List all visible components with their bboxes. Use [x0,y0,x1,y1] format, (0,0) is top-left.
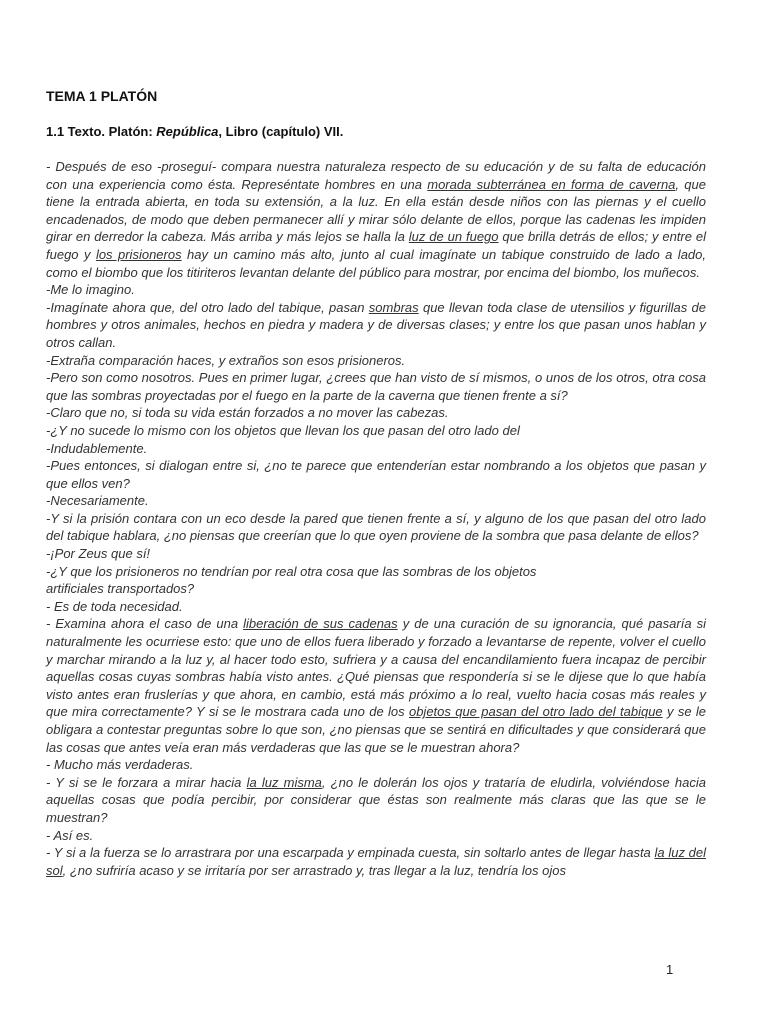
dialogue-paragraph [46,598,706,616]
section-heading-prefix: 1.1 Texto. Platón: [46,124,157,139]
text-run: -Extraña comparación haces, y extraños son esos prisioneros. [46,352,406,368]
dialogue-paragraph [46,827,706,845]
text-run: - Después de eso -proseguí- compara nuestra naturaleza respecto de su educación y de su falta de educación con una experiencia como ésta. Represéntate hombres en una [46,159,706,192]
section-heading-suffix: , Libro (capítulo) VII. [218,124,344,139]
text-run: -Pues entonces, si dialogan entre si, ¿no te parece que entenderían estar nombrando a los objetos que pasan y que ellos ven? [46,458,706,491]
dialogue-paragraph [46,563,706,581]
text-run: -Claro que no, si toda su vida están forzados a no mover las cabezas. [46,405,449,421]
text-run: -Me lo imagino. [46,282,135,298]
dialogue-text [46,158,706,879]
underlined-phrase: la luz del sol [46,845,706,878]
underlined-phrase: los prisioneros [95,246,182,262]
underlined-phrase: la luz misma [246,774,322,790]
text-run: -¡Por Zeus que sí! [46,546,151,562]
underlined-phrase: sombras [368,299,419,315]
underlined-phrase: objetos que pasan del otro lado del tabique [408,704,663,720]
dialogue-paragraph [46,422,706,440]
text-run: -¿Y no sucede lo mismo con los objetos que llevan los que pasan del otro lado del [46,422,520,438]
dialogue-paragraph [46,774,706,827]
dialogue-paragraph [46,299,706,352]
work-title: República [156,124,219,139]
text-run: - Y si a la fuerza se lo arrastrara por una escarpada y empinada cuesta, sin soltarlo antes de llegar hasta [46,845,655,861]
underlined-phrase: liberación de sus cadenas [243,616,398,632]
dialogue-paragraph [46,369,706,404]
document-title: TEMA 1 PLATÓN [46,88,158,104]
dialogue-paragraph [46,545,706,563]
text-run: hay un camino más alto, junto al cual imagínate un tabique construido de lado a lado, como el biombo que los titiriteros levantan delante del público para mostrar, por encima del biombo, los muñecos. [46,246,706,280]
underlined-phrase: luz de un fuego [408,229,499,245]
text-run: -Imagínate ahora que, del otro lado del tabique, pasan [46,299,369,315]
dialogue-paragraph [46,158,706,281]
text-run: - Es de toda necesidad. [46,598,183,614]
dialogue-paragraph [46,440,706,458]
dialogue-paragraph [46,457,706,492]
dialogue-paragraph [46,281,706,299]
text-run: -Pero son como nosotros. Pues en primer lugar, ¿crees que han visto de sí mismos, o unos de los otros, otra cosa que las sombras proyectadas por el fuego en la parte de la caverna que tienen frente a sí? [46,370,706,403]
dialogue-paragraph [46,352,706,370]
text-run: -Necesariamente. [46,493,149,509]
text-run: y se le obligara a contestar preguntas sobre lo que son, ¿no piensas que se sentirá en dificultades y que considerará que las cosas que antes veía eran más verdaderas que las que se le muestran ahora? [46,704,707,755]
text-run: -Y si la prisión contara con un eco desde la pared que tienen frente a sí, y alguno de los que pasan del otro lado del tabique hablara, ¿no piensas que creerían que lo que oyen proviene de la sombra que pasa delante de ellos? [46,510,706,544]
text-run: - Examina ahora el caso de una [46,616,244,632]
text-run: - Y si se le forzara a mirar hacia [46,774,247,790]
underlined-phrase: morada subterránea en forma de caverna [427,176,676,192]
text-run: , ¿no le dolerán los ojos y trataría de eludirla, volviéndose hacia aquellas cosas que podía percibir, por considerar que éstas son realmente más claras que las que se le muestran? [46,774,706,825]
text-run: , ¿no sufriría acaso y se irritaría por ser arrastrado y, tras llegar a la luz, tendría los ojos [62,862,566,878]
text-run: -Indudablemente. [46,440,148,456]
text-run: que llevan toda clase de utensilios y figurillas de hombres y otros animales, hechos en piedra y madera y de diversas clases; y entre los que pasan unos hablan y otros callan. [46,299,706,350]
dialogue-paragraph [46,615,706,756]
text-run: que brilla detrás de ellos; y entre el fuego y [46,229,706,262]
text-run: - Mucho más verdaderas. [46,757,194,773]
text-run: , que tiene la entrada abierta, en toda su extensión, a la luz. En ella están desde niños con las piernas y el cuello encadenados, de modo que deben permanecer allí y mirar sólo delante de ellos, porque las cadenas les impiden girar en derredor la cabeza. Más arriba y más lejos se halla la [46,176,706,245]
dialogue-paragraph [46,844,706,879]
dialogue-paragraph [46,492,706,510]
page-number: 1 [666,962,674,977]
text-run: artificiales transportados? [46,581,195,597]
text-run: -¿Y que los prisioneros no tendrían por real otra cosa que las sombras de los objetos [46,563,537,579]
section-heading [46,124,343,139]
dialogue-paragraph [46,580,706,598]
dialogue-paragraph [46,404,706,422]
dialogue-paragraph [46,756,706,774]
text-run: y de una curación de su ignorancia, qué pasaría si naturalmente les ocurriese esto: que uno de ellos fuera liberado y forzado a levantarse de repente, volver el cuello y marchar mirando a la luz y, al hacer todo esto, sufriera y a causa del encandilamiento fuera incapaz de percibir aquellas cosas cuyas sombras había visto antes. ¿Qué piensas que respondería si se le dijese que lo que había visto antes eran fruslerías y que ahora, en cambio, está más próximo a lo real, vuelto hacia cosas más reales y que mira correctamente? Y si se le mostrara cada uno de los [46,616,706,720]
dialogue-paragraph [46,510,706,545]
text-run: - Así es. [46,827,94,843]
